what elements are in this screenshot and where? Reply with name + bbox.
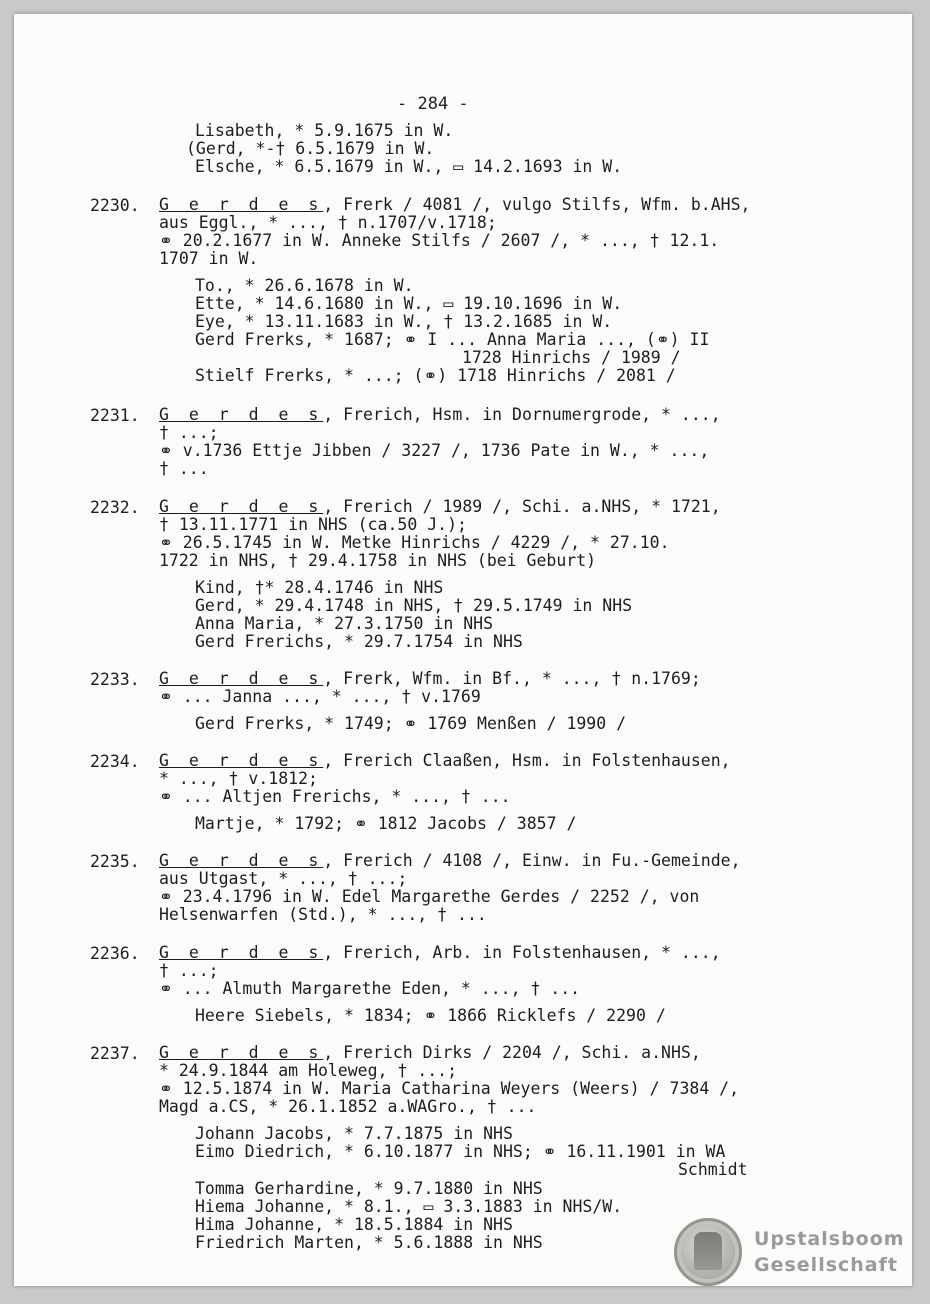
child-line: Eye, * 13.11.1683 in W., † 13.2.1685 in W.	[195, 312, 613, 331]
child-line: Hiema Johanne, * 8.1., ▭ 3.3.1883 in NHS/W.	[195, 1197, 623, 1216]
brand-line-1: Upstalsboom	[754, 1228, 905, 1250]
child-line: Kind, †* 28.4.1746 in NHS	[195, 578, 444, 597]
text-line: aus Eggl., * ..., † n.1707/v.1718;	[159, 213, 497, 232]
child-line: Gerd Frerks, * 1749; ⚭ 1769 Menßen / 1990 /	[195, 714, 627, 733]
entry-number: 2232.	[90, 498, 140, 517]
text-line: ⚭ ... Almuth Margarethe Eden, * ..., † ...	[159, 979, 581, 998]
child-line: To., * 26.6.1678 in W.	[195, 276, 414, 295]
text-line: aus Utgast, * ..., † ...;	[159, 869, 408, 888]
entry-heading	[159, 852, 741, 870]
surname-spaced: G e r d e s	[159, 195, 324, 214]
entry-number: 2237.	[90, 1044, 140, 1063]
text-line: † 13.11.1771 in NHS (ca.50 J.);	[159, 515, 467, 534]
child-line: Heere Siebels, * 1834; ⚭ 1866 Ricklefs / 2290 /	[195, 1006, 666, 1025]
text-line: ⚭ 26.5.1745 in W. Metke Hinrichs / 4229 /, * 27.10.	[159, 533, 670, 552]
text-line: 1707 in W.	[159, 249, 259, 268]
child-line: Gerd Frerks, * 1687; ⚭ I ... Anna Maria ..., (⚭) II	[195, 330, 710, 349]
surname-spaced: G e r d e s	[159, 497, 324, 516]
surname-spaced: G e r d e s	[159, 943, 324, 962]
brand-line-2: Gesellschaft	[754, 1254, 898, 1276]
heading-rest: , Frerich, Arb. in Folstenhausen, * ...,	[323, 943, 721, 962]
child-line: Stielf Frerks, * ...; (⚭) 1718 Hinrichs / 2081 /	[195, 366, 676, 385]
child-line: Gerd, * 29.4.1748 in NHS, † 29.5.1749 in NHS	[195, 596, 633, 615]
entry-number: 2234.	[90, 752, 140, 771]
surname-spaced: G e r d e s	[159, 851, 324, 870]
text-line: Magd a.CS, * 26.1.1852 a.WAGro., † ...	[159, 1097, 537, 1116]
page-number: - 284 -	[397, 94, 469, 114]
brand-watermark	[754, 1226, 905, 1278]
child-line: Friedrich Marten, * 5.6.1888 in NHS	[195, 1233, 543, 1252]
heading-rest: , Frerich / 4108 /, Einw. in Fu.-Gemeinde,	[323, 851, 741, 870]
text-line: † ...	[159, 459, 209, 478]
document-page	[14, 14, 912, 1286]
entry-heading	[159, 752, 731, 770]
entry-heading	[159, 498, 721, 516]
child-line: Schmidt	[678, 1160, 748, 1179]
heading-rest: , Frerich Claaßen, Hsm. in Folstenhausen,	[323, 751, 731, 770]
entry-heading	[159, 670, 701, 688]
child-line: Martje, * 1792; ⚭ 1812 Jacobs / 3857 /	[195, 814, 577, 833]
text-line: * ..., † v.1812;	[159, 769, 318, 788]
surname-spaced: G e r d e s	[159, 1043, 324, 1062]
text-line: 1722 in NHS, † 29.4.1758 in NHS (bei Geburt)	[159, 551, 597, 570]
child-line: Ette, * 14.6.1680 in W., ▭ 19.10.1696 in W.	[195, 294, 623, 313]
entry-heading	[159, 406, 721, 424]
text-line: ⚭ ... Janna ..., * ..., † v.1769	[159, 687, 481, 706]
text-line: ⚭ 12.5.1874 in W. Maria Catharina Weyers (Weers) / 7384 /,	[159, 1079, 740, 1098]
child-line: Tomma Gerhardine, * 9.7.1880 in NHS	[195, 1179, 543, 1198]
heading-rest: , Frerich Dirks / 2204 /, Schi. a.NHS,	[323, 1043, 701, 1062]
entry-number: 2230.	[90, 196, 140, 215]
child-line: 1728 Hinrichs / 1989 /	[462, 348, 681, 367]
heading-rest: , Frerich, Hsm. in Dornumergrode, * ...,	[323, 405, 721, 424]
text-line: * 24.9.1844 am Holeweg, † ...;	[159, 1061, 458, 1080]
child-line: Anna Maria, * 27.3.1750 in NHS	[195, 614, 494, 633]
text-line: ⚭ 23.4.1796 in W. Edel Margarethe Gerdes / 2252 /, von	[159, 887, 700, 906]
surname-spaced: G e r d e s	[159, 751, 324, 770]
heading-rest: , Frerich / 1989 /, Schi. a.NHS, * 1721,	[323, 497, 721, 516]
text-line: † ...;	[159, 423, 219, 442]
text-line: † ...;	[159, 961, 219, 980]
text-line: Elsche, * 6.5.1679 in W., ▭ 14.2.1693 in W.	[195, 157, 623, 176]
entry-number: 2236.	[90, 944, 140, 963]
child-line: Hima Johanne, * 18.5.1884 in NHS	[195, 1215, 513, 1234]
surname-spaced: G e r d e s	[159, 405, 324, 424]
heading-rest: , Frerk, Wfm. in Bf., * ..., † n.1769;	[323, 669, 701, 688]
surname-spaced: G e r d e s	[159, 669, 324, 688]
text-line: ⚭ ... Altjen Frerichs, * ..., † ...	[159, 787, 511, 806]
text-line: Lisabeth, * 5.9.1675 in W.	[195, 121, 454, 140]
child-line: Gerd Frerichs, * 29.7.1754 in NHS	[195, 632, 523, 651]
text-line: ⚭ v.1736 Ettje Jibben / 3227 /, 1736 Pate in W., * ...,	[159, 441, 710, 460]
entry-number: 2235.	[90, 852, 140, 871]
entry-number: 2233.	[90, 670, 140, 689]
child-line: Johann Jacobs, * 7.7.1875 in NHS	[195, 1124, 513, 1143]
seal-logo-icon	[674, 1218, 742, 1286]
text-line: (Gerd, *-† 6.5.1679 in W.	[186, 139, 435, 158]
entry-number: 2231.	[90, 406, 140, 425]
text-line: Helsenwarfen (Std.), * ..., † ...	[159, 905, 487, 924]
entry-heading	[159, 1044, 701, 1062]
text-line: ⚭ 20.2.1677 in W. Anneke Stilfs / 2607 /, * ..., † 12.1.	[159, 231, 720, 250]
heading-rest: , Frerk / 4081 /, vulgo Stilfs, Wfm. b.AHS,	[323, 195, 751, 214]
child-line: Eimo Diedrich, * 6.10.1877 in NHS; ⚭ 16.11.1901 in WA	[195, 1142, 726, 1161]
entry-heading	[159, 944, 721, 962]
entry-heading	[159, 196, 750, 214]
